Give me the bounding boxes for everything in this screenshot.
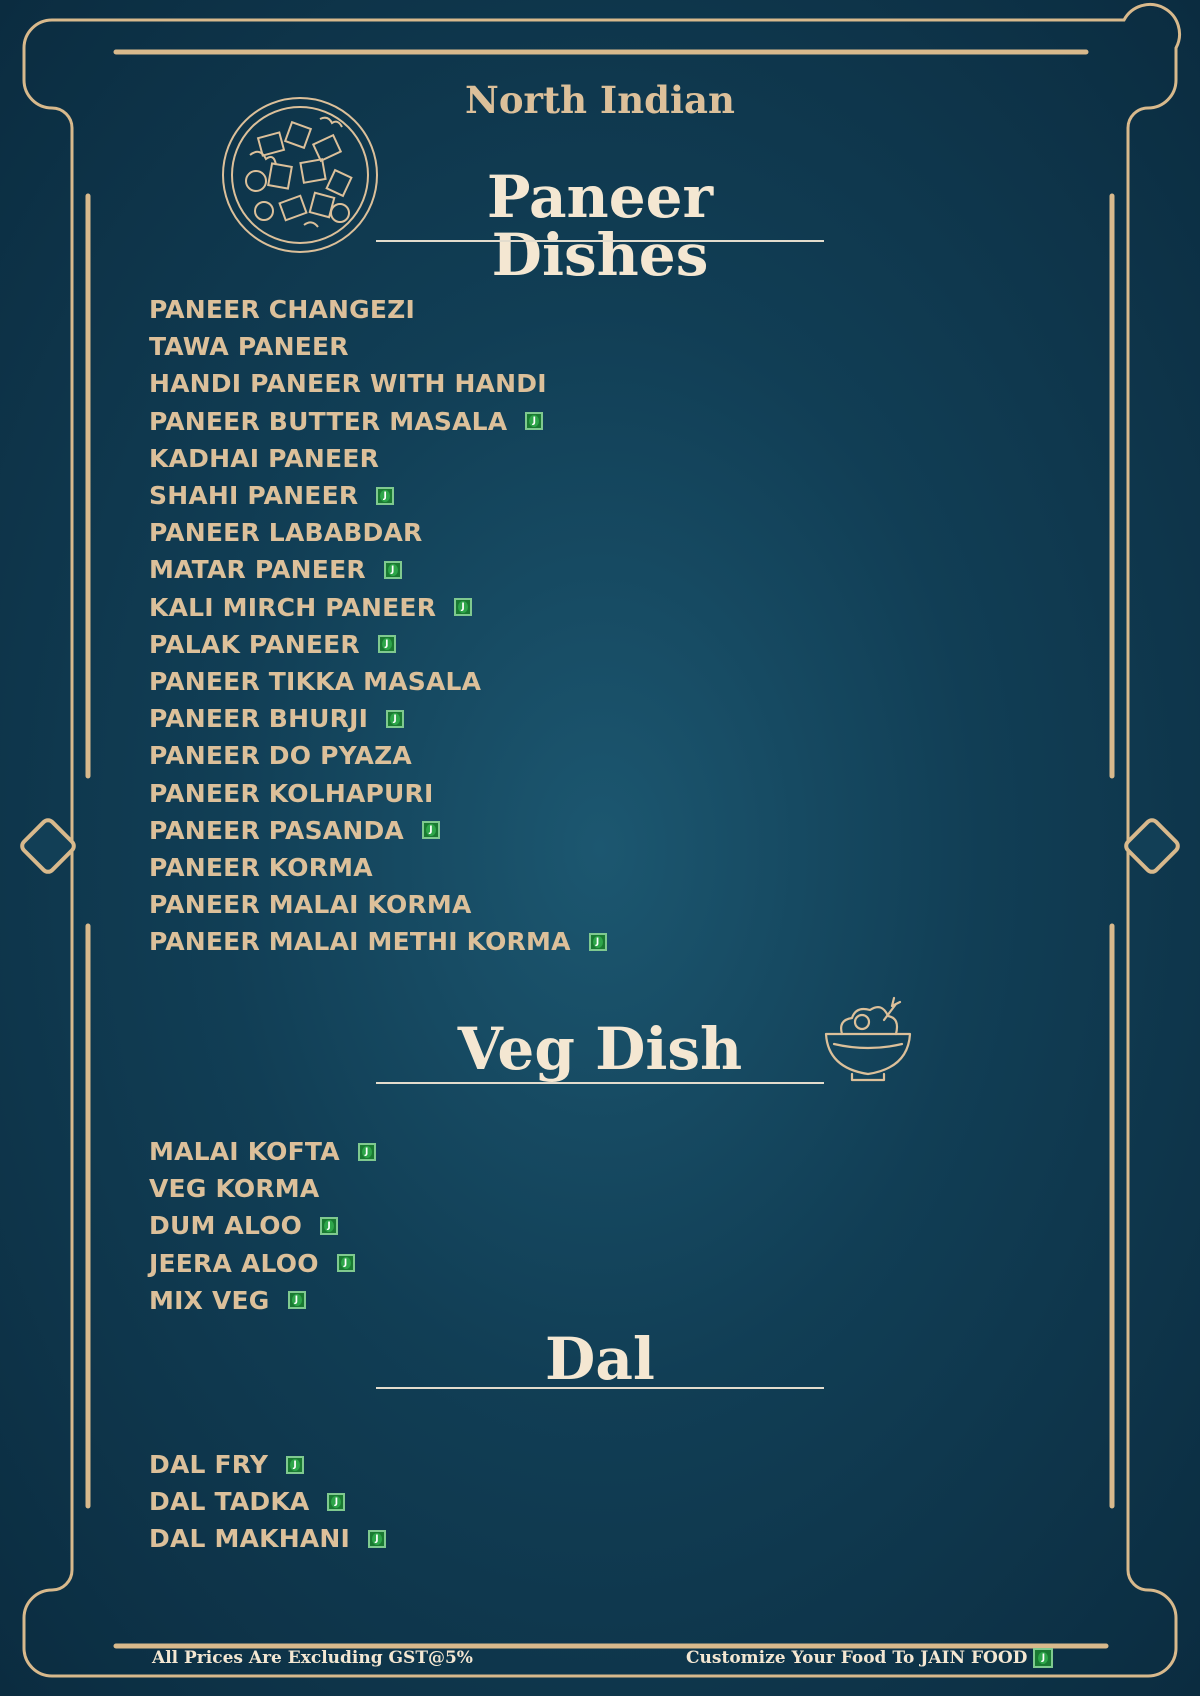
jain-food-icon [376,487,394,505]
menu-item-name: PANEER KOLHAPURI [149,778,434,808]
jain-food-icon [358,1143,376,1161]
footer-gst-text: All Prices Are Excluding GST@5% [152,1648,473,1668]
dal-list [149,1446,386,1558]
jain-food-icon [1033,1648,1053,1668]
menu-item-name: DUM ALOO [149,1211,303,1241]
menu-item [149,923,607,960]
cuisine-heading: North Indian [465,78,735,122]
menu-item [149,849,607,886]
menu-item [149,1483,386,1520]
footer-jain-text: Customize Your Food To JAIN FOOD [686,1648,1028,1668]
jain-food-icon [386,710,404,728]
menu-item-name: MATAR PANEER [149,555,366,585]
menu-item-name: MIX VEG [149,1285,270,1315]
menu-item-name: PANEER CHANGEZI [149,295,415,325]
jain-food-icon [525,412,543,430]
menu-item-name: PANEER LABABDAR [149,518,423,548]
menu-item-name: TAWA PANEER [149,332,349,362]
jain-food-icon [378,635,396,653]
menu-item [149,1520,386,1557]
menu-item-name: PANEER MALAI METHI KORMA [149,927,571,957]
paneer-dishes-list [149,291,607,960]
jain-food-icon [327,1493,345,1511]
menu-item-name: VEG KORMA [149,1174,320,1204]
menu-item [149,514,607,551]
jain-food-icon [320,1217,338,1235]
menu-item [149,1446,386,1483]
right-diamond [1124,818,1181,875]
jain-food-icon [422,821,440,839]
salad-bowl-icon [822,992,914,1084]
menu-item-name: KALI MIRCH PANEER [149,592,437,622]
menu-item-name: PANEER BUTTER MASALA [149,406,508,436]
menu-item-name: SHAHI PANEER [149,481,359,511]
menu-item [149,589,607,626]
section-rule-veg-dish [376,1082,824,1084]
menu-item [149,365,607,402]
menu-item [149,812,607,849]
menu-item-name: JEERA ALOO [149,1248,319,1278]
menu-item-name: PANEER BHURJI [149,704,369,734]
menu-item [149,440,607,477]
menu-item-name: MALAI KOFTA [149,1137,340,1167]
menu-item [149,403,607,440]
jain-food-icon [454,598,472,616]
menu-item-name: PANEER PASANDA [149,815,404,845]
section-rule-paneer-dishes [376,240,824,242]
section-title-veg-dish: Veg Dish [457,1015,743,1083]
menu-item-name: PANEER TIKKA MASALA [149,666,482,696]
menu-item [149,774,607,811]
footer-gst-note [152,1648,473,1668]
jain-food-icon [384,561,402,579]
menu-item-name: DAL FRY [149,1450,269,1480]
menu-item [149,1133,376,1170]
menu-item-name: PANEER DO PYAZA [149,741,412,771]
menu-item [149,626,607,663]
menu-item [149,886,607,923]
jain-food-icon [286,1456,304,1474]
menu-item [149,737,607,774]
menu-item-name: DAL TADKA [149,1487,310,1517]
menu-item [149,551,607,588]
menu-item-name: PANEER MALAI KORMA [149,890,472,920]
menu-item-name: PALAK PANEER [149,629,360,659]
jain-food-icon [288,1291,306,1309]
left-diamond [20,818,77,875]
jain-food-icon [337,1254,355,1272]
menu-item [149,663,607,700]
menu-item [149,328,607,365]
menu-item-name: DAL MAKHANI [149,1524,351,1554]
footer-jain-note [686,1648,1053,1668]
veg-dish-list [149,1133,376,1319]
menu-item-name: HANDI PANEER WITH HANDI [149,369,547,399]
section-title-paneer-dishes: Paneer Dishes [486,163,714,289]
menu-item [149,700,607,737]
jain-food-icon [589,933,607,951]
jain-food-icon [368,1530,386,1548]
menu-item-name: PANEER KORMA [149,852,373,882]
menu-item [149,1245,376,1282]
section-title-dal: Dal [545,1325,655,1393]
menu-item [149,291,607,328]
section-rule-dal [376,1387,824,1389]
menu-item [149,477,607,514]
menu-item-name: KADHAI PANEER [149,443,380,473]
menu-item [149,1282,376,1319]
menu-item [149,1207,376,1244]
paneer-plate-icon [220,95,380,255]
menu-item [149,1170,376,1207]
